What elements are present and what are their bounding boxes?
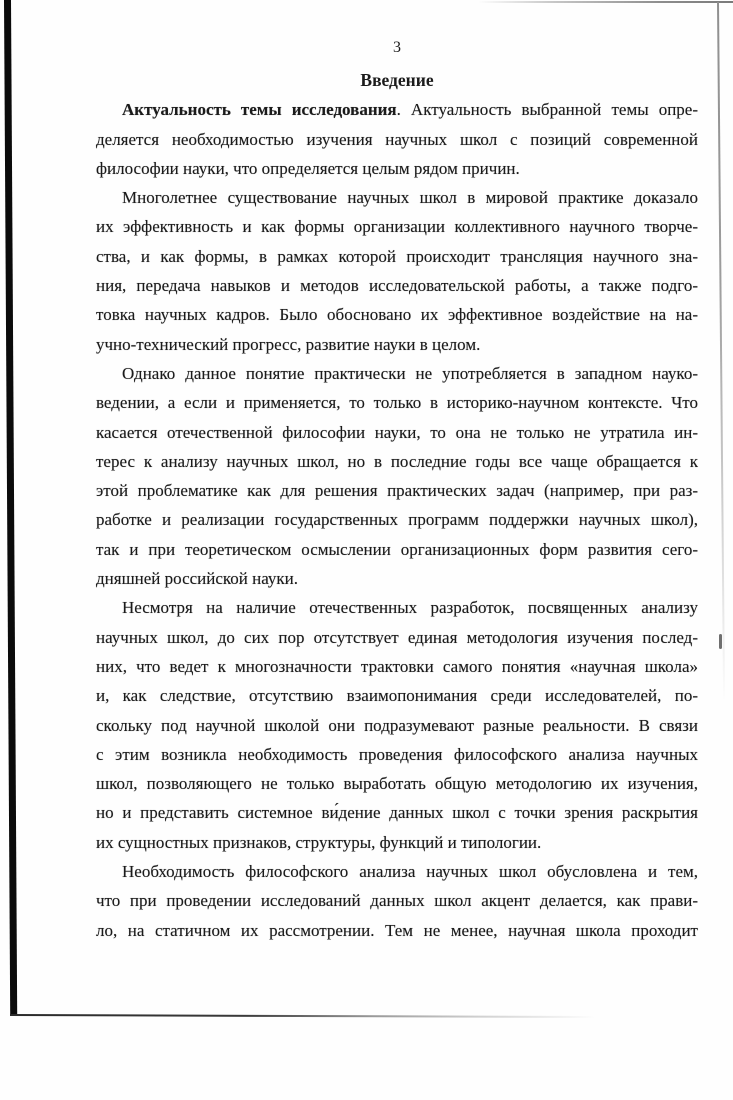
text-line: но и представить системное ви́дение данных школ с точки зрения раскрытия xyxy=(96,803,698,823)
text-line: деляется необходимостью изучения научных школ с позиций современной xyxy=(96,129,698,149)
scan-artifact-top-edge xyxy=(478,1,733,3)
text-line: с этим возникла необходимость проведения философского анализа научных xyxy=(96,744,698,764)
scan-artifact-bottom-edge xyxy=(10,1014,595,1018)
text-line: работке и реализации государственных программ поддержки научных школ), xyxy=(96,510,698,530)
text-column xyxy=(96,30,698,945)
text-line-rest: . Актуальность выбранной темы опре- xyxy=(396,100,698,120)
text-line: касается отечественной философии науки, то она не только не утратила ин- xyxy=(96,422,698,442)
text-line: терес к анализу научных школ, но в последние годы все чаще обращается к xyxy=(96,451,698,471)
page-number: 3 xyxy=(393,39,401,56)
paragraph-lead-bold: Актуальность темы исследования xyxy=(122,100,397,120)
text-line: скольку под научной школой они подразумевают разные реальности. В связи xyxy=(96,715,698,735)
text-line: них, что ведет к многозначности трактовки самого понятия «научная школа» xyxy=(96,656,698,676)
text-line: дняшней российской науки. xyxy=(96,569,299,589)
text-line: так и при теоретическом осмыслении организационных форм развития сего- xyxy=(96,539,698,559)
text-line: их сущностных признаков, структуры, функций и типологии. xyxy=(96,832,542,852)
text-line: Несмотря на наличие отечественных разработок, посвященных анализу xyxy=(122,598,698,618)
scan-artifact-right-smudge xyxy=(719,634,722,649)
text-line: ния, передача навыков и методов исследовательской работы, а также подго- xyxy=(96,276,698,296)
scan-artifact-left-edge xyxy=(4,0,17,1016)
text-line: ло, на статичном их рассмотрении. Тем не менее, научная школа проходит xyxy=(96,920,698,940)
scan-artifact-right-edge xyxy=(717,2,725,702)
text-line: Многолетнее существование научных школ в мировой практике доказало xyxy=(122,188,698,208)
text-line: ведении, а если и применяется, то только в историко-научном контексте. Что xyxy=(96,393,698,413)
text-line: Однако данное понятие практически не употребляется в западном науко- xyxy=(122,363,698,383)
text-line: этой проблематике как для решения практических задач (например, при раз- xyxy=(96,481,698,501)
text-line: и, как следствие, отсутствию взаимопонимания среди исследователей, по- xyxy=(96,686,698,706)
section-heading: Введение xyxy=(360,70,434,90)
text-line: Необходимость философского анализа научных школ обусловлена и тем, xyxy=(122,862,698,882)
text-line: их эффективность и как формы организации коллективного научного творче- xyxy=(96,217,698,237)
text-line: ства, и как формы, в рамках которой происходит трансляция научного зна- xyxy=(96,246,698,266)
text-line: что при проведении исследований данных школ акцент делается, как прави- xyxy=(96,891,698,911)
text-line: философии науки, что определяется целым рядом причин. xyxy=(96,158,520,178)
text-line xyxy=(96,95,698,124)
text-line: учно-технический прогресс, развитие науки в целом. xyxy=(96,334,481,354)
text-line: школ, позволяющего не только выработать общую методологию их изучения, xyxy=(96,774,698,794)
text-line: научных школ, до сих пор отсутствует единая методология изучения послед- xyxy=(96,627,698,647)
text-line: товка научных кадров. Было обосновано их эффективное воздействие на на- xyxy=(96,305,698,325)
